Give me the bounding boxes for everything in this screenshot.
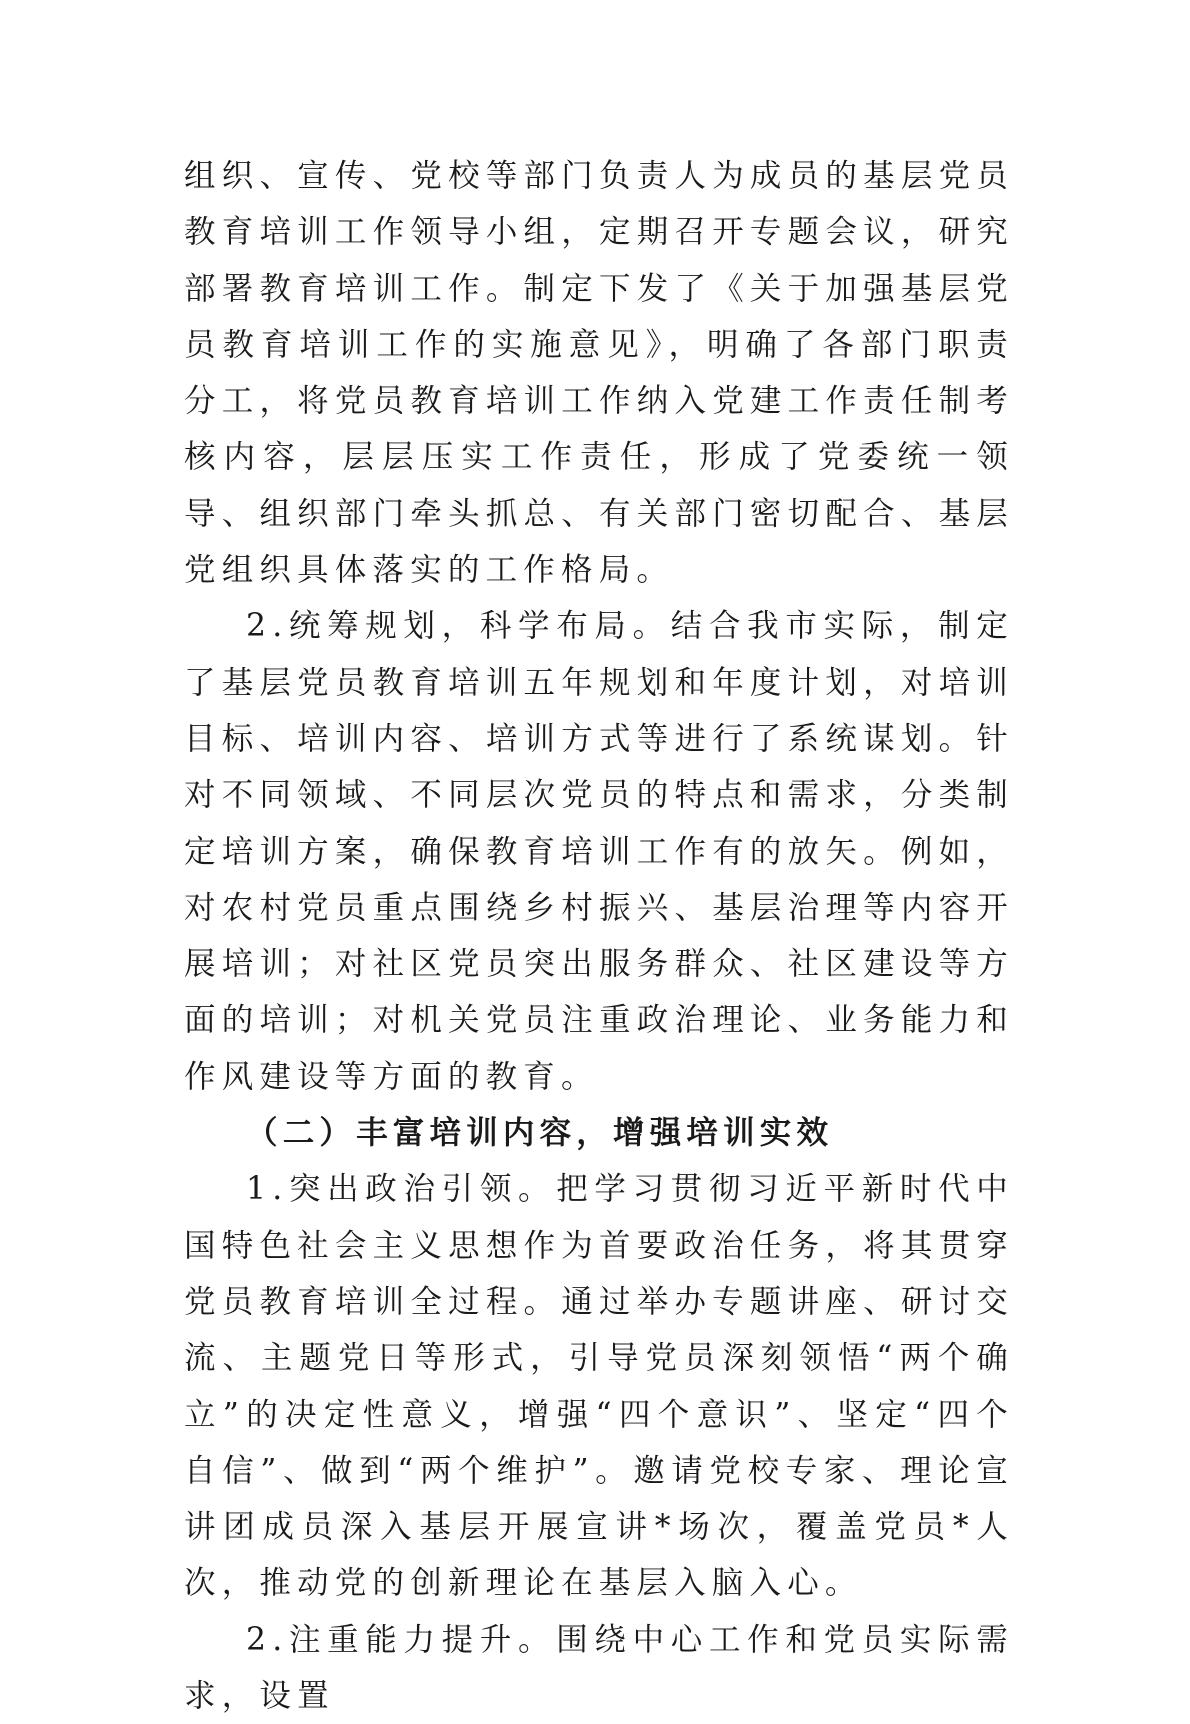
paragraph-planning-layout: 2.统筹规划，科学布局。结合我市实际，制定了基层党员教育培训五年规划和年度计划，对培训目标、培训内容、培训方式等进行了系统谋划。针对不同领域、不同层次党员的特点和需求，分类制定培训方案，确保教育培训工作有的放矢。例如，对农村党员重点围绕乡村振兴、基层治理等内容开展培训；对社区党员突出服务群众、社区建设等方面的培训；对机关党员注重政治理论、业务能力和作风建设等方面的教育。	[184, 608, 1014, 1095]
section-heading-training-content: （二）丰富培训内容，增强培训实效	[246, 1114, 834, 1152]
paragraph-capability-improvement: 2.注重能力提升。围绕中心工作和党员实际需求，设置	[184, 1621, 1014, 1715]
paragraph-political-guidance: 1.突出政治引领。把学习贯彻习近平新时代中国特色社会主义思想作为首要政治任务，将其贯穿党员教育培训全过程。通过举办专题讲座、研讨交流、主题党日等形式，引导党员深刻领悟“两个确立”的决定性意义，增强“四个意识”、坚定“四个自信”、做到“两个维护”。邀请党校专家、理论宣讲团成员深入基层开展宣讲*场次，覆盖党员*人次，推动党的创新理论在基层入脑入心。	[184, 1171, 1014, 1602]
paragraph-leadership-group: 组织、宣传、党校等部门负责人为成员的基层党员教育培训工作领导小组，定期召开专题会议，研究部署教育培训工作。制定下发了《关于加强基层党员教育培训工作的实施意见》，明确了各部门职责分工，将党员教育培训工作纳入党建工作责任制考核内容，层层压实工作责任，形成了党委统一领导、组织部门牵头抓总、有关部门密切配合、基层党组织具体落实的工作格局。	[184, 158, 1014, 589]
document-body	[184, 148, 1014, 1724]
